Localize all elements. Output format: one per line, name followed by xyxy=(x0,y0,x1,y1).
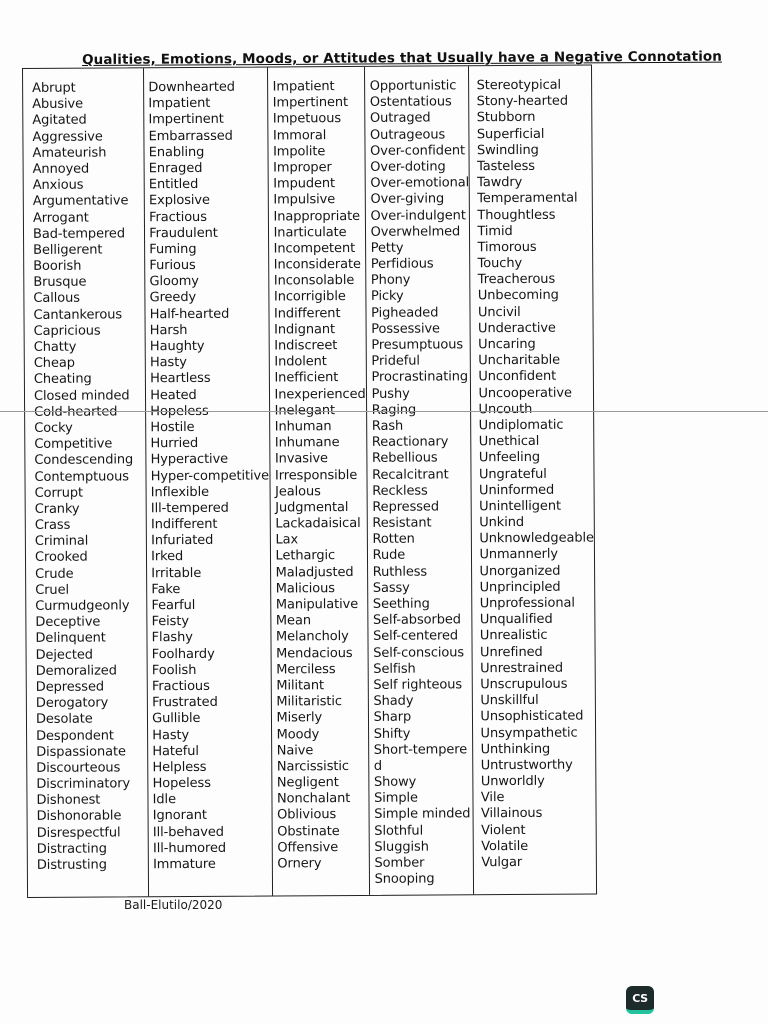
word-item: Rude xyxy=(372,548,406,564)
word-item: Corrupt xyxy=(34,485,84,501)
word-item: Outraged xyxy=(369,110,431,127)
word-item: Pigheaded xyxy=(371,305,439,321)
word-item: Delinquent xyxy=(35,630,106,647)
word-item: Gullible xyxy=(152,711,201,727)
word-item: Inhumane xyxy=(274,435,340,451)
word-item: Unfeeling xyxy=(478,450,541,466)
word-item: Aggressive xyxy=(32,129,103,145)
word-item: Closed minded xyxy=(33,387,130,404)
word-item: Heated xyxy=(150,387,197,403)
word-item: Depressed xyxy=(35,679,105,695)
word-item: Inefficient xyxy=(274,370,339,386)
word-item: Fractious xyxy=(149,209,207,225)
word-item: Desolate xyxy=(35,711,93,728)
word-item: Oblivious xyxy=(277,807,337,823)
footer-signature: Ball-Elutilo/2020 xyxy=(124,898,223,912)
word-item: Enabling xyxy=(148,144,205,160)
word-column-4 xyxy=(365,66,475,895)
word-item: Ostentatious xyxy=(369,94,452,111)
word-item: Contemptuous xyxy=(34,468,129,485)
word-item: Moody xyxy=(276,726,320,742)
word-item: Annoyed xyxy=(32,161,90,177)
word-item: Furious xyxy=(149,258,196,274)
word-item: Impetuous xyxy=(272,111,342,127)
word-item: Stony-hearted xyxy=(476,93,568,110)
word-item: Impudent xyxy=(273,176,336,192)
word-item: Outrageous xyxy=(369,126,446,143)
word-item: Heartless xyxy=(150,371,211,387)
word-item: Hostile xyxy=(150,419,195,436)
word-item: Hyperactive xyxy=(150,452,229,468)
word-item: Shady xyxy=(373,693,414,709)
word-item: Shifty xyxy=(373,726,411,742)
word-item: Foolish xyxy=(151,662,197,678)
word-item: Rash xyxy=(371,418,404,434)
word-item: Indignant xyxy=(274,321,336,338)
word-item: Unsympathetic xyxy=(480,725,578,741)
word-item: Negligent xyxy=(276,775,339,791)
word-item: Unknowledgeable xyxy=(479,530,594,547)
word-item: Self-conscious xyxy=(373,644,465,661)
word-item: Perfidious xyxy=(370,256,434,272)
word-item: Judgmental xyxy=(275,499,349,516)
word-item: Dejected xyxy=(35,647,93,663)
word-item: Impertinent xyxy=(148,112,224,128)
word-item: Discourteous xyxy=(36,760,121,776)
word-item: Indiscreet xyxy=(274,338,338,354)
word-item: Infuriated xyxy=(151,533,214,549)
word-item: Inhuman xyxy=(274,419,332,435)
word-item: Impatient xyxy=(272,79,335,95)
word-item: Lax xyxy=(275,532,299,548)
word-item: Treacherous xyxy=(477,271,556,288)
word-item: Vulgar xyxy=(481,854,523,871)
word-item: Simple xyxy=(374,790,418,807)
word-item: Militaristic xyxy=(276,694,342,710)
word-item: Miserly xyxy=(276,710,323,726)
word-item: Ignorant xyxy=(152,808,207,824)
word-item: Prideful xyxy=(371,353,420,370)
word-item: Incorrigible xyxy=(273,289,346,305)
word-item: Embarrassed xyxy=(148,128,233,144)
word-item: Thoughtless xyxy=(477,207,556,223)
word-item: Half-hearted xyxy=(149,306,230,322)
word-item: Self righteous xyxy=(373,677,463,693)
word-item: Helpless xyxy=(152,759,207,776)
word-item: Unqualified xyxy=(479,611,553,628)
word-item: Chatty xyxy=(33,339,77,355)
word-item: Haughty xyxy=(149,338,205,355)
word-item: Hasty xyxy=(152,727,190,743)
word-item: Sassy xyxy=(372,580,410,596)
word-item: Belligerent xyxy=(33,242,103,258)
word-item: Entitled xyxy=(148,177,199,193)
word-item: Enraged xyxy=(148,160,203,177)
word-item: Untrustworthy xyxy=(480,757,573,774)
word-item: Ill-tempered xyxy=(150,500,229,517)
word-item: Boorish xyxy=(33,258,82,274)
word-item: Touchy xyxy=(477,256,523,272)
word-item: Fake xyxy=(151,581,181,598)
word-item: Uncaring xyxy=(478,336,536,353)
word-item: Merciless xyxy=(276,661,336,678)
word-item: Nonchalant xyxy=(276,791,351,807)
word-column-5 xyxy=(469,66,596,895)
word-item: Criminal xyxy=(34,533,89,550)
word-item: Sharp xyxy=(373,709,412,726)
word-item: Indifferent xyxy=(150,516,218,533)
word-item: Inconsolable xyxy=(273,273,355,289)
word-item: Anxious xyxy=(32,177,84,194)
word-item: Selfish xyxy=(373,661,416,677)
word-item: Cantankerous xyxy=(33,307,123,323)
word-item: Self-absorbed xyxy=(372,612,461,629)
word-item: Hyper-competitive xyxy=(150,467,270,484)
word-item: Volatile xyxy=(481,838,529,855)
word-item: Hopeless xyxy=(152,775,211,792)
word-item: Pushy xyxy=(371,386,410,402)
word-item: Invasive xyxy=(274,451,328,467)
word-item: Cheating xyxy=(33,371,92,388)
word-item: Inflexible xyxy=(150,484,210,500)
word-item: Harsh xyxy=(149,322,188,339)
word-item: Undiplomatic xyxy=(478,417,564,434)
word-item: Self-centered xyxy=(373,628,459,645)
word-item: Improper xyxy=(273,160,332,176)
word-item: Curmudgeonly xyxy=(35,598,130,614)
word-item: Fractious xyxy=(151,678,210,695)
word-item: Lackadaisical xyxy=(275,516,361,532)
word-item: Unscrupulous xyxy=(480,676,568,693)
word-item: Seething xyxy=(372,596,430,612)
word-item: Uninformed xyxy=(478,482,555,498)
word-item: Abusive xyxy=(32,96,84,113)
word-item: Procrastinating xyxy=(371,369,469,386)
word-item: Distracting xyxy=(36,841,107,857)
word-item: Short-tempere xyxy=(373,741,468,758)
word-item: Opportunistic xyxy=(369,78,457,94)
word-item: Cranky xyxy=(34,501,80,517)
word-item: Unworldly xyxy=(480,773,545,790)
word-item: Ill-behaved xyxy=(152,824,224,840)
word-item: Unthinking xyxy=(480,741,551,757)
word-item: Dispassionate xyxy=(36,744,126,760)
word-item: Uncivil xyxy=(477,304,521,320)
word-item: Crude xyxy=(35,566,74,582)
word-item: Presumptuous xyxy=(371,337,464,353)
word-item: Condescending xyxy=(34,452,134,469)
word-item: Cheap xyxy=(33,355,75,372)
word-item: Timorous xyxy=(477,239,537,256)
word-item: Cold-hearted xyxy=(34,404,118,420)
word-item: Callous xyxy=(33,291,81,307)
word-item: Militant xyxy=(276,678,325,694)
word-item: Over-giving xyxy=(370,191,445,208)
word-item: Impertinent xyxy=(272,95,349,111)
word-item: d xyxy=(373,758,383,774)
word-item: Impatient xyxy=(148,96,211,112)
word-item: Unrealistic xyxy=(479,628,548,644)
word-item: Immoral xyxy=(272,127,327,144)
word-item: Indifferent xyxy=(273,305,341,322)
camscanner-logo-icon xyxy=(626,986,654,1014)
page-title: Qualities, Emotions, Moods, or Attitudes that Usually have a Negative Connotation xyxy=(82,48,723,68)
word-item: Crooked xyxy=(34,550,88,566)
word-item: Idle xyxy=(152,792,176,808)
word-item: Manipulative xyxy=(275,596,359,613)
word-item: Mendacious xyxy=(276,645,353,662)
word-item: Rebellious xyxy=(371,450,438,467)
word-item: Inarticulate xyxy=(273,224,347,241)
word-item: Villainous xyxy=(480,806,543,822)
word-item: Unbecoming xyxy=(477,288,559,304)
word-item: Unprofessional xyxy=(479,595,575,612)
word-item: Foolhardy xyxy=(151,646,215,662)
word-item: Unsophisticated xyxy=(480,708,584,725)
word-item: Jealous xyxy=(275,483,321,500)
word-item: Derogatory xyxy=(35,695,109,712)
word-item: Greedy xyxy=(149,290,197,306)
word-item: Superficial xyxy=(476,126,545,142)
fold-line xyxy=(0,411,768,412)
word-item: Stubborn xyxy=(476,110,536,126)
word-item: Reactionary xyxy=(371,434,449,450)
word-item: Picky xyxy=(370,289,404,305)
word-item: Uncharitable xyxy=(478,352,561,369)
word-item: Hasty xyxy=(149,355,187,371)
word-item: Simple minded xyxy=(374,806,471,823)
word-item: Irritable xyxy=(151,565,202,581)
word-item: Somber xyxy=(374,855,425,871)
word-item: Lethargic xyxy=(275,548,336,564)
word-item: Resistant xyxy=(372,515,432,531)
word-item: Incompetent xyxy=(273,240,356,257)
word-item: Malicious xyxy=(275,580,335,597)
word-item: Demoralized xyxy=(35,663,117,679)
word-item: Abrupt xyxy=(32,80,76,96)
word-item: Violent xyxy=(481,822,526,838)
word-item: Unintelligent xyxy=(479,498,561,515)
word-item: Unskillful xyxy=(480,692,539,709)
word-item: Inappropriate xyxy=(273,208,361,224)
word-item: Snooping xyxy=(374,871,435,888)
word-item: Agitated xyxy=(32,112,87,129)
word-item: Petty xyxy=(370,240,404,256)
word-item: Raging xyxy=(371,402,417,418)
word-item: Sluggish xyxy=(374,839,429,855)
word-item: Possessive xyxy=(371,321,440,337)
word-item: Tawdry xyxy=(477,175,523,191)
word-item: Melancholy xyxy=(275,629,349,645)
word-item: Reckless xyxy=(372,483,428,499)
word-item: Uncouth xyxy=(478,401,533,417)
word-item: Indolent xyxy=(274,354,327,370)
word-item: Unrestrained xyxy=(480,660,564,676)
word-item: Competitive xyxy=(34,436,113,453)
word-item: Repressed xyxy=(372,499,439,515)
word-item: Feisty xyxy=(151,614,189,630)
word-item: Dishonest xyxy=(36,792,101,809)
word-item: Recalcitrant xyxy=(372,466,449,483)
word-item: Fraudulent xyxy=(149,225,218,241)
word-item: Underactive xyxy=(477,320,556,337)
word-item: Tasteless xyxy=(477,158,535,175)
word-item: Rotten xyxy=(372,531,415,548)
word-item: Inelegant xyxy=(274,402,336,419)
word-item: Amateurish xyxy=(32,145,107,161)
word-item: Phony xyxy=(370,272,411,289)
word-item: Fearful xyxy=(151,597,196,614)
word-item: Ungrateful xyxy=(478,466,547,482)
word-item: Explosive xyxy=(148,193,210,209)
word-item: Frustrated xyxy=(152,694,218,711)
word-item: Irresponsible xyxy=(274,467,358,483)
word-item: Timid xyxy=(477,223,513,239)
word-item: Obstinate xyxy=(277,823,340,840)
word-item: Showy xyxy=(373,774,417,790)
word-item: Offensive xyxy=(277,839,339,856)
word-item: Over-emotional xyxy=(370,175,470,191)
word-item: Vile xyxy=(480,790,505,806)
word-item: Hopeless xyxy=(150,403,209,419)
word-item: Unconfident xyxy=(478,369,557,385)
word-item: Slothful xyxy=(374,823,424,839)
word-item: Deceptive xyxy=(35,614,101,631)
word-item: Ruthless xyxy=(372,564,428,580)
word-item: Gloomy xyxy=(149,274,199,290)
word-item: Maladjusted xyxy=(275,564,354,581)
word-item: Capricious xyxy=(33,323,101,339)
word-item: Distrusting xyxy=(36,857,107,873)
word-item: Dishonorable xyxy=(36,808,122,825)
word-item: Cruel xyxy=(35,582,70,598)
word-item: Over-doting xyxy=(370,159,446,175)
word-item: Crass xyxy=(34,517,71,533)
word-item: Fuming xyxy=(149,241,197,258)
word-item: Naive xyxy=(276,742,314,759)
word-item: Stereotypical xyxy=(476,77,562,94)
word-item: Unrefined xyxy=(479,644,543,660)
word-item: Ornery xyxy=(277,856,322,872)
word-item: Argumentative xyxy=(32,193,129,210)
word-column-2 xyxy=(144,68,272,897)
word-item: Arrogant xyxy=(32,210,89,226)
word-item: Impolite xyxy=(273,143,326,160)
word-item: Narcissistic xyxy=(276,758,349,775)
word-item: Downhearted xyxy=(148,79,235,96)
word-item: Discriminatory xyxy=(36,776,131,792)
word-item: Unethical xyxy=(478,433,540,450)
word-item: Hateful xyxy=(152,743,199,759)
word-item: Cocky xyxy=(34,420,73,436)
word-item: Bad-tempered xyxy=(32,226,126,242)
word-item: Over-indulgent xyxy=(370,207,466,224)
word-table xyxy=(22,65,597,898)
word-item: Inexperienced xyxy=(274,386,366,403)
word-item: Ill-humored xyxy=(152,840,227,857)
word-item: Impulsive xyxy=(273,192,336,208)
word-item: Mean xyxy=(275,613,311,629)
badge-label: CS xyxy=(632,991,648,1005)
word-item: Over-confident xyxy=(370,143,466,159)
word-item: Overwhelmed xyxy=(370,224,461,240)
word-item: Unmannerly xyxy=(479,547,558,563)
word-item: Disrespectful xyxy=(36,825,121,841)
word-item: Unprincipled xyxy=(479,579,561,596)
word-item: Immature xyxy=(152,856,216,873)
word-item: Brusque xyxy=(33,274,87,291)
word-column-3 xyxy=(268,67,370,896)
word-item: Despondent xyxy=(36,727,114,744)
word-item: Temperamental xyxy=(477,190,578,207)
word-item: Uncooperative xyxy=(478,385,572,401)
word-item: Unorganized xyxy=(479,563,561,579)
word-item: Hurried xyxy=(150,436,199,452)
word-item: Irked xyxy=(151,549,184,565)
word-item: Inconsiderate xyxy=(273,256,361,273)
word-column-1 xyxy=(23,68,149,897)
word-item: Unkind xyxy=(479,515,525,531)
word-item: Flashy xyxy=(151,630,193,646)
word-item: Swindling xyxy=(476,142,539,158)
